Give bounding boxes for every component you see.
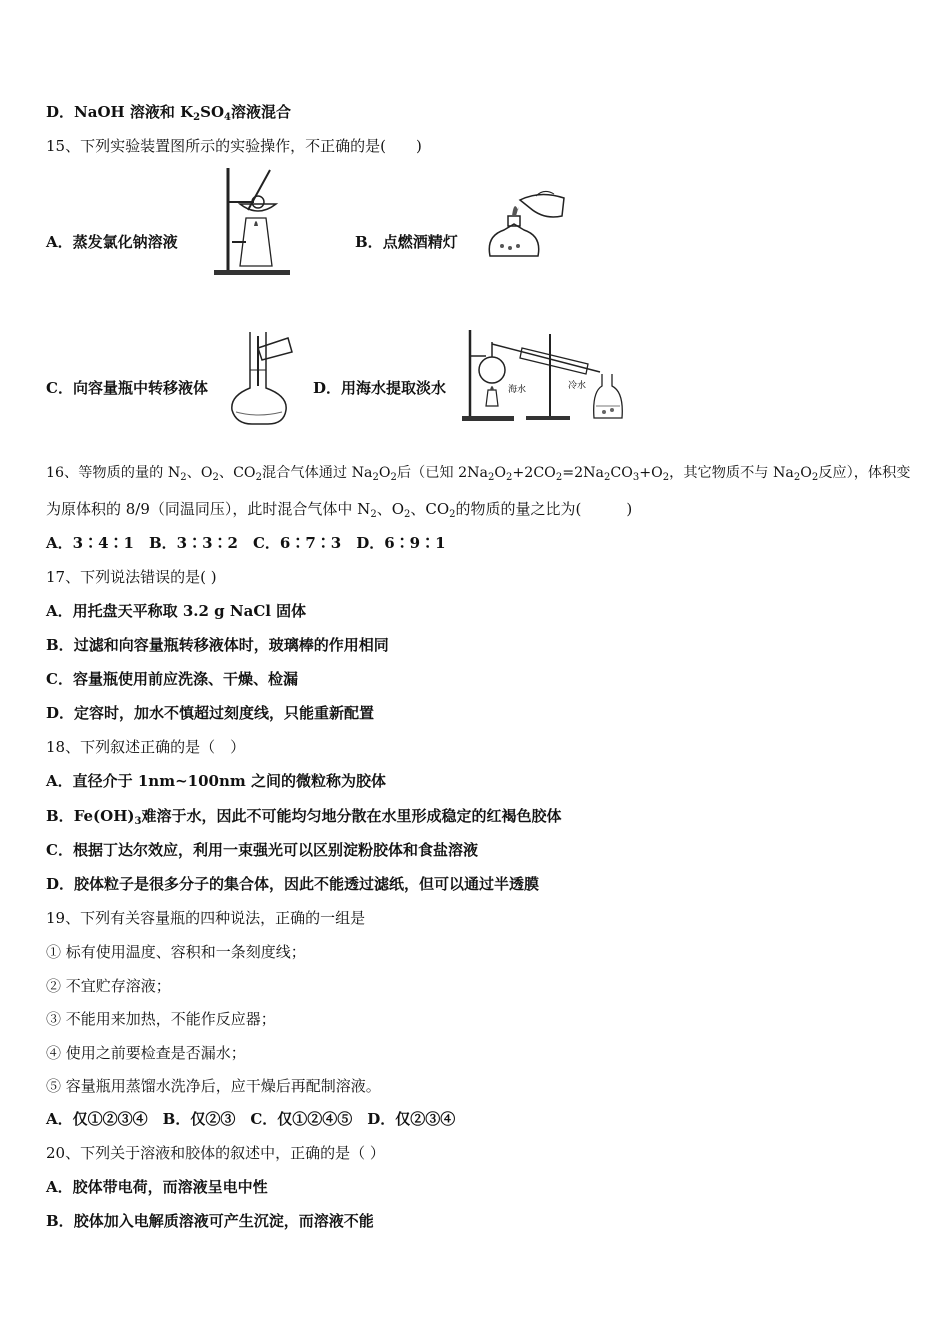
q16-stem-line2: 为原体积的 8/9（同温同压），此时混合气体中 $N_2$、$O_2$、$CO_2$的物质的量之比为( ) [46, 500, 633, 520]
volumetric-flask-figure [228, 330, 294, 426]
q14-option-d: D．NaOH 溶液和 $K_2SO_4$溶液混合 [46, 103, 292, 123]
q19-statement-5: ⑤ 容量瓶用蒸馏水洗净后，应干燥后再配制溶液。 [46, 1077, 381, 1095]
q19-statement-1: ① 标有使用温度、容积和一条刻度线； [46, 943, 306, 961]
q18-option-c: C．根据丁达尔效应，利用一束强光可以区别淀粉胶体和食盐溶液 [46, 841, 478, 859]
q16-stem-line1: 16、等物质的量的 $N_2$、$O_2$、$CO_2$混合气体通过 $Na_2O_2$后（已知 $2Na_2O_2+2CO_2=2Na_2CO_3+O_2$，其它物质不与 $Na_2O_2$反应），体积变 [46, 465, 911, 483]
q20-option-b: B．胶体加入电解质溶液可产生沉淀，而溶液不能 [46, 1212, 374, 1230]
q15-option-b: B．点燃酒精灯 [355, 233, 458, 251]
q17-stem: 17、下列说法错误的是( ) [46, 568, 217, 586]
q20-option-a: A．胶体带电荷，而溶液呈电中性 [46, 1178, 268, 1196]
q18-option-a: A．直径介于 1nm~100nm 之间的微粒称为胶体 [46, 772, 386, 790]
q18-stem: 18、下列叙述正确的是（ ） [46, 738, 246, 756]
evaporation-apparatus-figure [210, 166, 294, 278]
q19-options: A．仅①②③④ B．仅②③ C．仅①②④⑤ D．仅②③④ [46, 1110, 456, 1128]
q17-option-d: D．定容时，加水不慎超过刻度线，只能重新配置 [46, 704, 375, 722]
label-seawater: 海水 [508, 385, 527, 395]
q18-option-b: B．$Fe(OH)_3$难溶于水，因此不可能均匀地分散在水里形成稳定的红褐色胶体 [46, 807, 562, 827]
q19-statement-2: ② 不宜贮存溶液； [46, 977, 171, 995]
distillation-apparatus-figure [460, 326, 630, 424]
q19-statement-4: ④ 使用之前要检查是否漏水； [46, 1044, 246, 1062]
q16-options: A．3∶4∶1 B．3∶3∶2 C．6∶7∶3 D．6∶9∶1 [46, 534, 446, 552]
alcohol-lamp-figure [480, 186, 570, 266]
q19-statement-3: ③ 不能用来加热，不能作反应器； [46, 1010, 276, 1028]
q17-option-c: C．容量瓶使用前应洗涤、干燥、检漏 [46, 670, 298, 688]
q17-option-a: A．用托盘天平称取 3.2 g NaCl 固体 [46, 602, 307, 620]
q15-option-c: C．向容量瓶中转移液体 [46, 379, 208, 397]
q20-stem: 20、下列关于溶液和胶体的叙述中，正确的是（ ） [46, 1144, 385, 1162]
q15-stem: 15、下列实验装置图所示的实验操作，不正确的是( ) [46, 137, 422, 155]
q18-option-d: D．胶体粒子是很多分子的集合体，因此不能透过滤纸，但可以通过半透膜 [46, 875, 540, 893]
q15-option-a: A．蒸发氯化钠溶液 [46, 233, 178, 251]
q15-option-d: D．用海水提取淡水 [313, 379, 447, 397]
label-coldwater: 冷水 [568, 381, 587, 391]
q17-option-b: B．过滤和向容量瓶转移液体时，玻璃棒的作用相同 [46, 636, 389, 654]
q19-stem: 19、下列有关容量瓶的四种说法，正确的一组是 [46, 909, 366, 927]
